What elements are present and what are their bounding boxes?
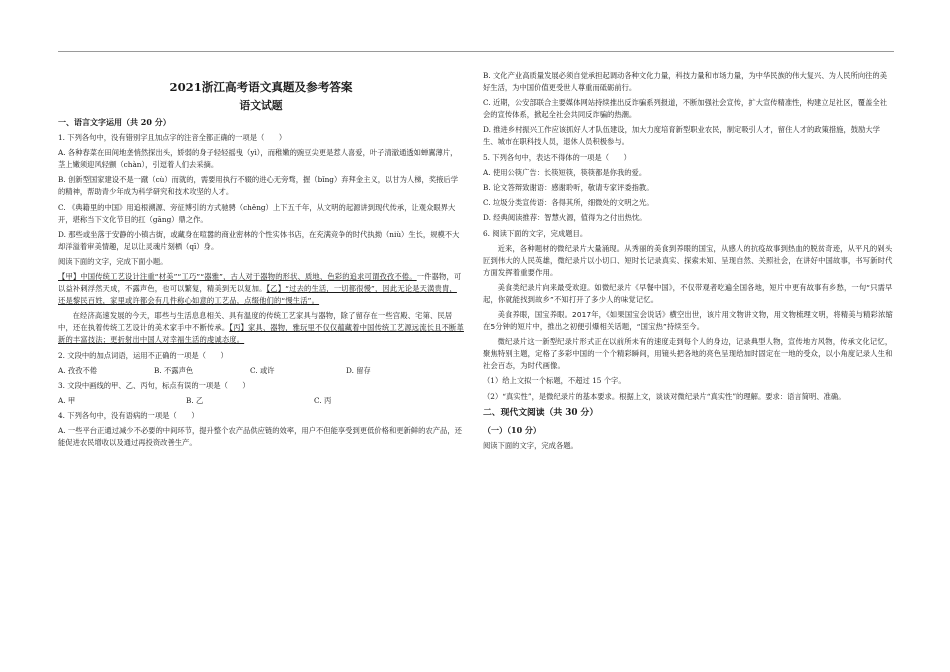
- question-1-option-b: B. 创新型国家建设不是一蹴（cù）而就的，需要用执行不辍的进心无旁骛，握（bǐng）弃拜金主义，以甘为人梯，奖掖后学的精神，帮助青少年成为科学研究和技术攻坚的人才。: [58, 175, 459, 197]
- question-1-option-d: D. 那些或坐落于安静的小镇古街，或藏身在喧嚣的商业密林的个性实体书店，在充满竞争的时代执拗（niù）生长，规模不大却洋溢着审美情趣，足以让灵魂片刻栖（qī）身。: [58, 229, 460, 251]
- document-subtitle: 语文试题: [239, 99, 283, 112]
- question-2-option-b: B. 不露声色: [154, 365, 194, 375]
- passage-1-text-2: 在经济高速发展的今天，耶些与生活息息相关、具有温度的传统工艺家具与器物，除了留存在一些宫殿、宅第、民居中，还在执着传统工艺设计的美术家手中不断传承。: [58, 311, 453, 333]
- reading-prompt-1: 阅读下面的文字，完成下面小题。: [58, 256, 168, 266]
- question-4-option-d: D. 推进乡村振兴工作应该抓好人才队伍建设，加大力度培育新型职业农民，制定吸引人才，留住人才的政策措施，鼓励大学生、城市在职科技人员，退休人员积极参与。: [483, 125, 880, 147]
- section-heading-language: 一、语言文字运用（共 20 分）: [58, 117, 171, 127]
- question-3-option-a: A. 甲: [58, 396, 76, 406]
- question-2-options: [58, 365, 464, 377]
- question-5-option-b: B. 论文答辩致谢语：感谢聆听，敬请专家评委指教。: [483, 182, 654, 192]
- passage-2-paragraph-2: 美食类纪录片向来最受欢迎。如微纪录片《早餐中国》，不仅带观者吃遍全国各地，短片中更有故事有乡愁，一句“只需早起，你就能找到故乡”不知打开了多少人的味觉记忆。: [483, 282, 893, 304]
- question-6-stem: 6. 阅读下面的文字，完成题目。: [483, 228, 588, 238]
- section-heading-modern-reading: 二、现代文阅读（共 30 分）: [483, 407, 599, 418]
- question-4-option-c: C. 近期，公安部联合主要媒体网站持续推出反诈骗系列报道，不断加强社会宣传，扩大宣传精准性，构建立足社区，覆盖全社会的宣传体系，掀起全社会共同反诈骗的热潮。: [483, 98, 887, 120]
- passage-2-paragraph-4: 微纪录片这一新型纪录片形式正在以前所未有的速度走到每个人的身边，记录典型人物，宣传地方风物，传承文化记忆，聚焦特别主题，定格了多彩中国的一个个精彩瞬间，用镜头把各地的亮色呈现给加时固定在一地的受众，以小角度记录人生和社会百态，为时代画像。: [483, 337, 893, 371]
- question-1-option-a: A. 各种春菜在田间地垄悄然探出头，娇弱的身子轻轻摇曳（yì），而稚嫩的豌豆尖更是惹人喜爱，叶子清澈通透如蝉翼薄片，茎上嫩须迎风轻颤（chàn），引逗着人们去采摘。: [58, 148, 458, 170]
- question-3-options: [58, 395, 464, 407]
- question-2-stem: 2. 文段中的加点词语，运用不正确的一项是（ ）: [58, 350, 228, 360]
- header-rule: [58, 51, 894, 52]
- left-column: [58, 70, 464, 453]
- sentence-jia: 【甲】中国传统工艺设计注重“材美”“工巧”“器雅”，古人对于器物的形状、质地、色彩的追求可谓孜孜不倦。: [58, 272, 417, 282]
- question-2-option-a: A. 孜孜不倦: [58, 365, 98, 375]
- document-title: 2021浙江高考语文真题及参考答案: [169, 80, 353, 94]
- question-3-option-c: C. 丙: [314, 396, 332, 406]
- question-1-option-c: C. 《典籍里的中国》用追根溯源、旁征博引的方式驰骋（chěng）上下五千年，从文明的起源讲到现代传承，让观众眼界大开，堪称当下文化节目的扛（gāng）鼎之作。: [58, 202, 456, 224]
- passage-2-paragraph-1: 近来，各种题材的微纪录片大量涌现。从秀丽的美食到养眼的国宝，从感人的抗疫故事到热血的脱贫奇迹，从平凡的剁头匠到伟大的人民英雄，微纪录片以小切口、短时长记录真实、探索未知、呈现自然、关照社会，在讲好中国故事，书写新时代方面发挥着重要作用。: [483, 243, 893, 277]
- subsection-heading: （一）（10 分）: [483, 424, 541, 435]
- question-6-task-1: （1）给上文拟一个标题，不超过 15 个字。: [483, 376, 626, 386]
- question-2-option-c: C. 或许: [250, 365, 275, 375]
- question-5-option-c: C. 垃圾分类宣传语：各得其所，细微处的文明之光。: [483, 198, 654, 208]
- question-2-option-d: D. 留存: [346, 365, 371, 375]
- passage-2-paragraph-3: 美食养眼，国宝养眼。2017年，《如果国宝会说话》横空出世，该片用文物讲文物，用文物梳理文明，将精美与精彩浓缩在5分钟的短片中，推出之初便引爆相关话题，“国宝热”持续至今。: [483, 310, 893, 332]
- reading-prompt-2: 阅读下面的文字，完成各题。: [483, 440, 578, 450]
- question-3-option-b: B. 乙: [186, 396, 204, 406]
- passage-1-text: 一件器物，可以益补刺浮然天成，不露声色，也可以繁复，精美到无以复加。: [58, 272, 462, 294]
- sentence-yi: 【乙】“过去的生活，一切都很慢”，因此无论是天潢贵胄，还是黎民百姓，家里或许都会有几件称心如意的工艺品，点缀他们的“慢生活”。: [58, 284, 457, 306]
- right-column: [483, 70, 893, 455]
- question-4-stem: 4. 下列各句中，没有语病的一项是（ ）: [58, 411, 199, 421]
- passage-1-paragraph-1: [58, 271, 464, 307]
- question-3-stem: 3. 文段中画线的甲、乙、丙句，标点有误的一项是（ ）: [58, 380, 250, 390]
- question-5-stem: 5. 下列各句中，表达不得体的一项是（ ）: [483, 152, 631, 162]
- question-5-option-a: A. 使用公筷广告：长筷短筷，筷筷都是你我的爱。: [483, 167, 647, 177]
- question-4-option-b: B. 文化产业高质量发展必须自觉承担起调动各种文化力量，科技力量和市场力量，为中华民族的伟大复兴、为人民所向往的美好生活，为中国价值更受世人尊重而砥砺前行。: [483, 71, 888, 92]
- question-6-task-2: （2）“真实性”，是微纪录片的基本要求。根据上文，谈谈对微纪录片“真实性”的理解。要求：语言简明、准确。: [483, 391, 846, 401]
- sentence-bing: 【丙】家具、器物，雅玩里不仅仅蕴藏着中国传统工艺源远流长且不断革新的丰富技法；更折射出中国人对幸福生活的虔诚态度。: [58, 323, 464, 345]
- question-5-option-d: D. 经典阅读推荐：智慧火源，值得为之付出热忱。: [483, 213, 647, 223]
- question-1-stem: 1. 下列各句中，没有错别字且加点字的注音全都正确的一项是（ ）: [58, 133, 287, 142]
- passage-1-paragraph-2: [58, 310, 464, 346]
- question-4-option-a: A. 一些平台正通过减少不必要的中间环节，提升整个农产品供应链的效率，用户不但能享受到更低价格和更新鲜的农产品，还能促进农民增收以及通过再投资改善生产。: [58, 426, 462, 448]
